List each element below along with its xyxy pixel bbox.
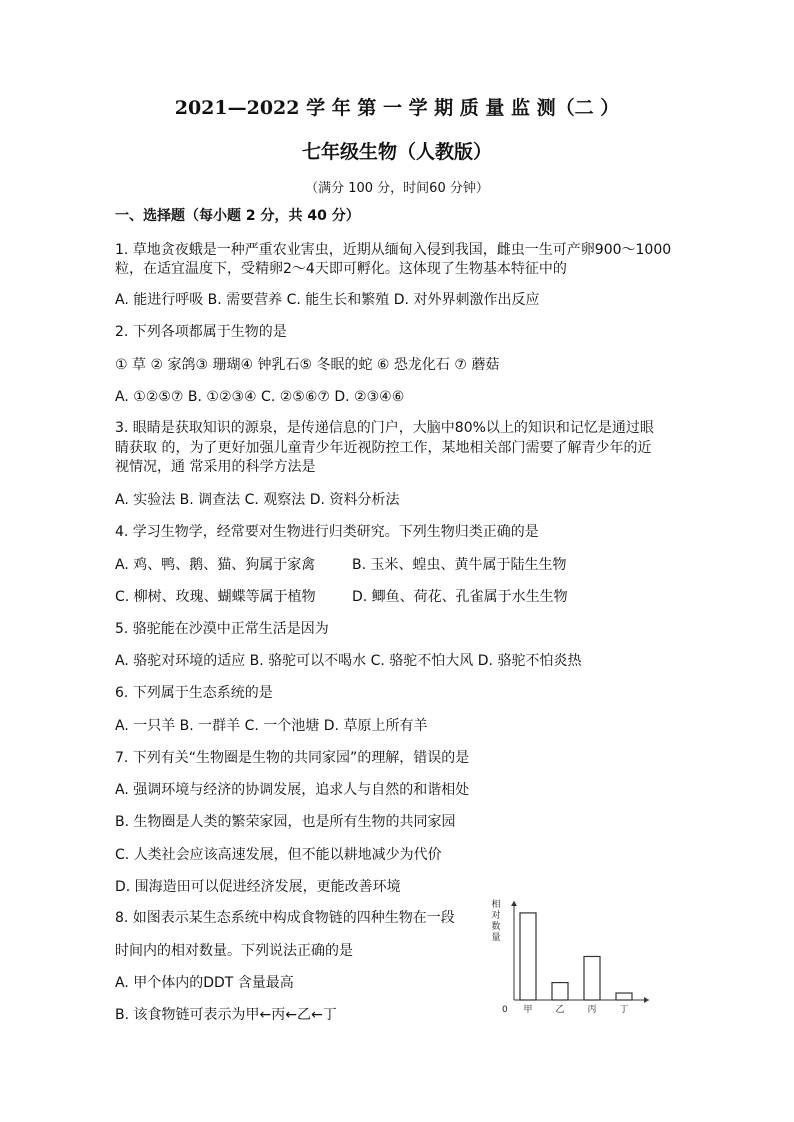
exam-subtitle: 七年级生物（人教版） <box>301 141 492 163</box>
q1-options: A. 能进行呼吸 B. 需要营养 C. 能生长和繁殖 D. 对外界刺激作出反应 <box>115 292 540 308</box>
q1-stem-line2: 粒，在适宜温度下，受精卵2～4天即可孵化。这体现了生物基本特征中的 <box>115 261 567 277</box>
population-bar-chart <box>484 895 654 1020</box>
q7-option-a: A. 强调环境与经济的协调发展，追求人与自然的和谐相处 <box>115 782 470 798</box>
q2-options: A. ①②⑤⑦ B. ①②③④ C. ②⑤⑥⑦ D. ②③④⑥ <box>115 389 405 405</box>
q6-stem: 6. 下列属于生态系统的是 <box>115 685 273 701</box>
q4-option-d: D. 鲫鱼、荷花、孔雀属于水生生物 <box>352 589 568 605</box>
q3-stem-line1: 3. 眼睛是获取知识的源泉，是传递信息的门户，大脑中80%以上的知识和记忆是通过眼 <box>115 420 654 436</box>
q1-stem-line1: 1. 草地贪夜蛾是一种严重农业害虫，近期从缅甸入侵到我国，雌虫一生可产卵900～1000 <box>115 242 672 258</box>
origin-label: 0 <box>502 1005 508 1015</box>
bar-1 <box>520 913 536 1000</box>
q2-items: ① 草 ② 家鸽③ 珊瑚④ 钟乳石⑤ 冬眠的蛇 ⑥ 恐龙化石 ⑦ 蘑菇 <box>115 357 500 373</box>
y-axis-label-char: 量 <box>491 933 501 943</box>
y-axis-label-char: 对 <box>491 911 501 921</box>
section-heading: 一、选择题（每小题 2 分，共 40 分） <box>115 208 360 224</box>
q8-stem-line2: 时间内的相对数量。下列说法正确的是 <box>115 943 353 959</box>
q8-option-a: A. 甲个体内的DDT 含量最高 <box>115 975 294 991</box>
bar-2 <box>552 983 568 1000</box>
y-axis-label-char: 相 <box>491 900 501 910</box>
q5-options: A. 骆驼对环境的适应 B. 骆驼可以不喝水 C. 骆驼不怕大风 D. 骆驼不怕炎热 <box>115 653 582 669</box>
q2-stem: 2. 下列各项都属于生物的是 <box>115 324 287 340</box>
x-tick-label: 丙 <box>587 1005 597 1015</box>
q4-option-b: B. 玉米、蝗虫、黄牛属于陆生生物 <box>352 557 567 573</box>
q8-stem-line1: 8. 如图表示某生态系统中构成食物链的四种生物在一段 <box>115 910 455 926</box>
bar-3 <box>584 956 600 1000</box>
q7-option-c: C. 人类社会应该高速发展，但不能以耕地减少为代价 <box>115 847 442 863</box>
q7-stem: 7. 下列有关“生物圈是生物的共同家园”的理解，错误的是 <box>115 750 470 766</box>
x-tick-label: 乙 <box>555 1005 565 1015</box>
y-axis-arrow <box>511 901 517 906</box>
bar-4 <box>616 993 632 1000</box>
q4-stem: 4. 学习生物学，经常要对生物进行归类研究。下列生物归类正确的是 <box>115 524 539 540</box>
x-axis-arrow <box>644 997 649 1003</box>
exam-info: （满分 100 分，时间60 分钟） <box>305 181 489 196</box>
q7-option-d: D. 围海造田可以促进经济发展，更能改善环境 <box>115 879 401 895</box>
y-axis-label-char: 数 <box>491 922 501 932</box>
q3-options: A. 实验法 B. 调查法 C. 观察法 D. 资料分析法 <box>115 492 400 508</box>
q3-stem-line2: 睛获取 的，为了更好加强儿童青少年近视防控工作，某地相关部门需要了解青少年的近 <box>115 440 652 456</box>
x-tick-label: 丁 <box>619 1005 629 1015</box>
q6-options: A. 一只羊 B. 一群羊 C. 一个池塘 D. 草原上所有羊 <box>115 718 428 734</box>
q4-option-a: A. 鸡、鸭、鹅、猫、狗属于家禽 <box>115 557 316 573</box>
q3-stem-line3: 视情况，通 常采用的科学方法是 <box>115 459 316 475</box>
q5-stem: 5. 骆驼能在沙漠中正常生活是因为 <box>115 621 329 637</box>
x-tick-label: 甲 <box>523 1005 533 1015</box>
q4-option-c: C. 柳树、玫瑰、蝴蝶等属于植物 <box>115 589 316 605</box>
q8-option-b: B. 该食物链可表示为甲←丙←乙←丁 <box>115 1007 337 1023</box>
q7-option-b: B. 生物圈是人类的繁荣家园，也是所有生物的共同家园 <box>115 814 456 830</box>
exam-title: 2021—2022 学 年 第 一 学 期 质 量 监 测（二 ） <box>174 97 620 119</box>
